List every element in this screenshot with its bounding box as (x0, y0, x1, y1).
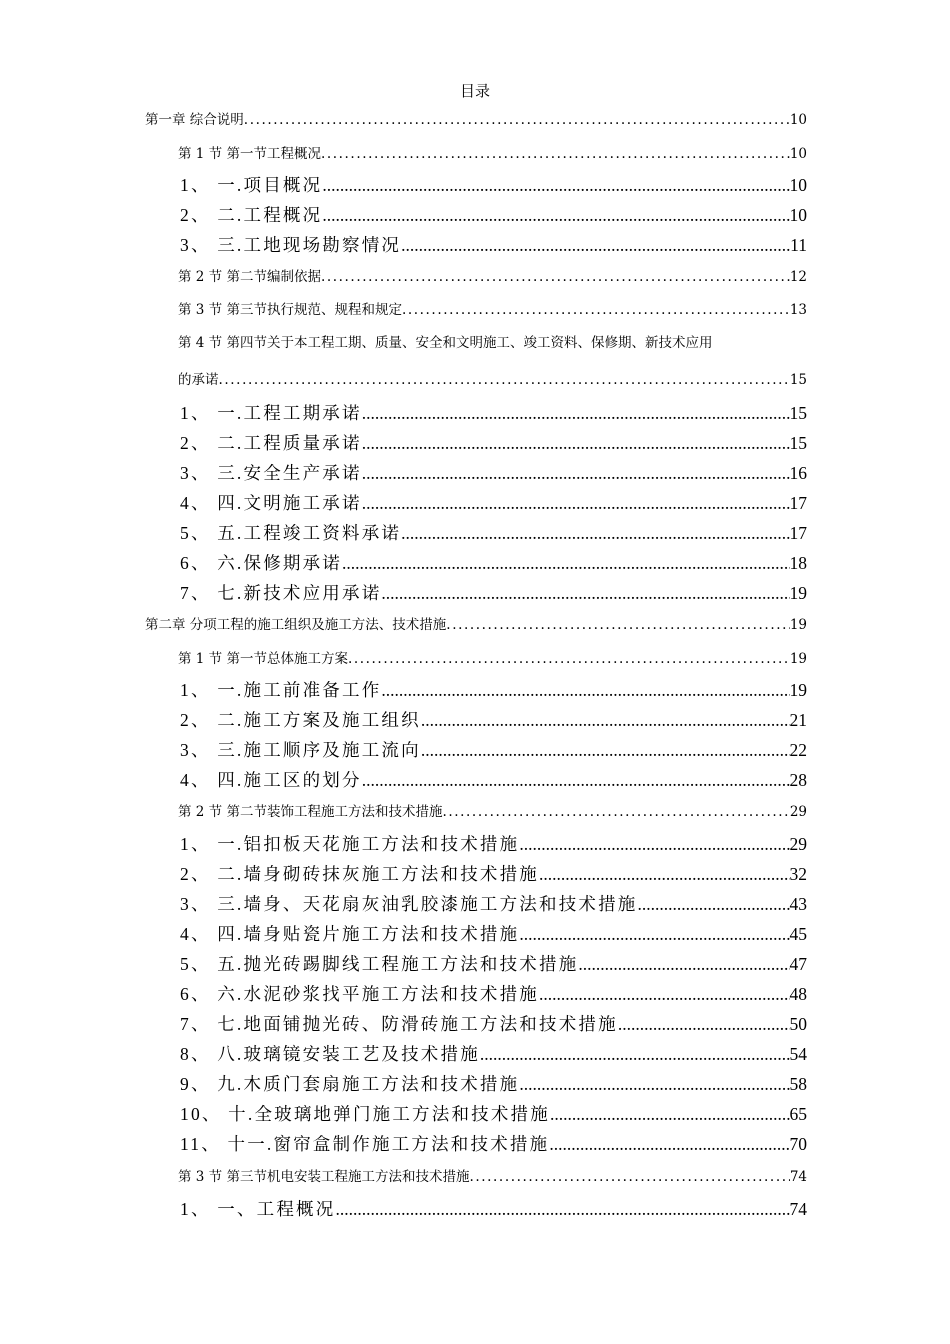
toc-entry-item[interactable] (180, 737, 807, 762)
toc-entry-page: 11 (790, 235, 807, 255)
toc-entry-text: 3、 三.安全生产承诺 (180, 463, 362, 483)
dot-leader (549, 1134, 789, 1155)
toc-entry-text: 6、 六.保修期承诺 (180, 553, 342, 573)
toc-entry-text: 第 2 节 第二节装饰工程施工方法和技术措施 (178, 804, 443, 820)
toc-entry-text: 2、 二.施工方案及施工组织 (180, 710, 421, 730)
toc-entry-text: 3、 三.施工顺序及施工流向 (180, 740, 421, 760)
toc-entry-text: 第 1 节 第一节总体施工方案 (178, 651, 348, 667)
dot-leader (348, 651, 790, 667)
toc-entry-item[interactable] (180, 1131, 807, 1156)
dot-leader (322, 175, 789, 196)
toc-entry-page: 28 (789, 770, 807, 790)
toc-entry-text: 第 3 节 第三节机电安装工程施工方法和技术措施 (178, 1169, 470, 1185)
dot-leader (335, 1199, 789, 1220)
toc-entry-item[interactable] (180, 831, 807, 856)
dot-leader (362, 770, 790, 791)
toc-entry-page: 48 (789, 984, 807, 1004)
toc-entry-page: 17 (789, 493, 807, 513)
toc-entry-text: 2、 二.工程概况 (180, 205, 323, 225)
dot-leader (519, 834, 789, 855)
toc-entry-page: 16 (789, 463, 807, 483)
toc-entry-text: 2、 二.工程质量承诺 (180, 433, 362, 453)
toc-entry-item[interactable] (180, 232, 807, 257)
toc-entry-page: 58 (789, 1074, 807, 1094)
toc-entry-page: 19 (789, 680, 807, 700)
toc-entry-section-continuation[interactable] (178, 368, 807, 388)
toc-entry-item[interactable] (180, 172, 807, 197)
toc-entry-page: 74 (789, 1199, 807, 1219)
toc-entry-text: 第 4 节 第四节关于本工程工期、质量、安全和文明施工、竣工资料、保修期、新技术应用 (178, 335, 713, 351)
toc-entry-text: 10、 十.全玻璃地弹门施工方法和技术措施 (180, 1104, 550, 1124)
toc-entry-item[interactable] (180, 767, 807, 792)
toc-entry-item[interactable] (180, 580, 807, 605)
toc-entry-text: 8、 八.玻璃镜安装工艺及技术措施 (180, 1044, 480, 1064)
toc-entry-page: 10 (789, 205, 807, 225)
dot-leader (401, 523, 789, 544)
toc-entry-item[interactable] (180, 1071, 807, 1096)
toc-entry-page: 29 (789, 804, 807, 820)
toc-entry-page: 22 (789, 740, 807, 760)
toc-entry-page: 10 (789, 175, 807, 195)
toc-entry-text: 6、 六.水泥砂浆找平施工方法和技术措施 (180, 984, 539, 1004)
toc-entry-section-long[interactable] (178, 331, 807, 351)
toc-entry-page: 32 (789, 864, 807, 884)
toc-entry-text: 第 1 节 第一节工程概况 (178, 146, 321, 162)
dot-leader (362, 463, 790, 484)
toc-entry-page: 54 (789, 1044, 807, 1064)
toc-entry-text: 4、 四.施工区的划分 (180, 770, 362, 790)
dot-leader (519, 1074, 789, 1095)
toc-entry-text: 3、 三.工地现场勘察情况 (180, 235, 402, 255)
toc-entry-page: 19 (789, 651, 807, 667)
toc-entry-page: 29 (789, 834, 807, 854)
toc-entry-page: 17 (789, 523, 807, 543)
toc-entry-text: 第一章 综合说明 (145, 112, 244, 128)
dot-leader (480, 1044, 790, 1065)
dot-leader (342, 553, 790, 574)
toc-entry-text: 4、 四.墙身贴瓷片施工方法和技术措施 (180, 924, 520, 944)
toc-entry-text: 的承诺 (178, 372, 219, 388)
dot-leader (638, 894, 790, 915)
toc-entry-item[interactable] (180, 677, 807, 702)
toc-entry-item[interactable] (180, 550, 807, 575)
toc-entry-text: 2、 二.墙身砌砖抹灰施工方法和技术措施 (180, 864, 539, 884)
toc-entry-text: 1、 一.工程工期承诺 (180, 403, 362, 423)
toc-entry-section[interactable] (178, 298, 807, 318)
dot-leader (519, 924, 789, 945)
toc-entry-item[interactable] (180, 430, 807, 455)
dot-leader (362, 433, 790, 454)
toc-title: 目录 (459, 82, 490, 100)
toc-entry-item[interactable] (180, 400, 807, 425)
toc-entry-page: 43 (789, 894, 807, 914)
dot-leader (321, 269, 790, 285)
toc-entry-item[interactable] (180, 460, 807, 485)
toc-entry-item[interactable] (180, 1196, 807, 1221)
toc-entry-item[interactable] (180, 202, 807, 227)
dot-leader (469, 1169, 789, 1185)
toc-entry-page: 15 (789, 372, 807, 388)
toc-entry-section[interactable] (178, 142, 807, 162)
toc-entry-page: 65 (789, 1104, 807, 1124)
dot-leader (219, 372, 790, 388)
dot-leader (550, 1104, 790, 1125)
toc-entry-page: 15 (789, 403, 807, 423)
toc-entry-text: 5、 五.抛光砖踢脚线工程施工方法和技术措施 (180, 954, 579, 974)
dot-leader (618, 1014, 790, 1035)
toc-entry-item[interactable] (180, 861, 807, 886)
toc-entry-text: 7、 七.新技术应用承诺 (180, 583, 382, 603)
toc-entry-item[interactable] (180, 891, 807, 916)
dot-leader (446, 617, 790, 633)
toc-entry-item[interactable] (180, 490, 807, 515)
toc-entry-page: 10 (789, 112, 807, 128)
toc-entry-text: 1、 一.施工前准备工作 (180, 680, 382, 700)
toc-entry-page: 50 (789, 1014, 807, 1034)
toc-entry-text: 9、 九.木质门套扇施工方法和技术措施 (180, 1074, 520, 1094)
toc-entry-item[interactable] (180, 921, 807, 946)
toc-entry-text: 7、 七.地面铺抛光砖、防滑砖施工方法和技术措施 (180, 1014, 618, 1034)
toc-entry-item[interactable] (180, 1101, 807, 1126)
toc-entry-page: 70 (789, 1134, 807, 1154)
toc-entry-text: 11、 十一.窗帘盒制作施工方法和技术措施 (180, 1134, 550, 1154)
dot-leader (362, 403, 790, 424)
toc-entry-text: 第 2 节 第二节编制依据 (178, 269, 321, 285)
toc-entry-page: 19 (789, 617, 807, 633)
dot-leader (362, 493, 790, 514)
toc-entry-page: 19 (789, 583, 807, 603)
dot-leader (381, 583, 789, 604)
toc-entry-page: 47 (789, 954, 807, 974)
toc-entry-text: 第 3 节 第三节执行规范、规程和规定 (178, 302, 402, 318)
dot-leader (442, 804, 789, 820)
toc-entry-page: 74 (789, 1169, 807, 1185)
dot-leader (578, 954, 789, 975)
dot-leader (322, 205, 789, 226)
dot-leader (321, 146, 790, 162)
toc-entry-item[interactable] (180, 981, 807, 1006)
dot-leader (402, 302, 790, 318)
toc-entry-page: 45 (789, 924, 807, 944)
dot-leader (539, 984, 790, 1005)
toc-entry-text: 1、 一.项目概况 (180, 175, 323, 195)
toc-entry-page: 12 (789, 269, 807, 285)
toc-entry-item[interactable] (180, 951, 807, 976)
toc-entry-section[interactable] (178, 647, 807, 667)
toc-entry-page: 15 (789, 433, 807, 453)
toc-entry-text: 4、 四.文明施工承诺 (180, 493, 362, 513)
dot-leader (421, 740, 790, 761)
toc-entry-page: 10 (789, 146, 807, 162)
dot-leader (244, 112, 790, 128)
toc-entry-chapter[interactable] (145, 108, 807, 128)
toc-entry-chapter[interactable] (145, 613, 807, 633)
toc-entry-item[interactable] (180, 1011, 807, 1036)
toc-entry-text: 5、 五.工程竣工资料承诺 (180, 523, 402, 543)
toc-entry-page: 21 (789, 710, 807, 730)
toc-entry-section[interactable] (178, 1165, 807, 1185)
toc-entry-section[interactable] (178, 800, 807, 820)
toc-entry-page: 13 (789, 302, 807, 318)
toc-entry-item[interactable] (180, 707, 807, 732)
toc-entry-text: 3、 三.墙身、天花扇灰油乳胶漆施工方法和技术措施 (180, 894, 638, 914)
toc-entry-text: 1、 一.铝扣板天花施工方法和技术措施 (180, 834, 520, 854)
toc-entry-section[interactable] (178, 265, 807, 285)
dot-leader (381, 680, 789, 701)
dot-leader (401, 235, 790, 256)
dot-leader (421, 710, 790, 731)
toc-entry-text: 1、 一、工程概况 (180, 1199, 336, 1219)
dot-leader (539, 864, 790, 885)
toc-entry-item[interactable] (180, 520, 807, 545)
toc-entry-text: 第二章 分项工程的施工组织及施工方法、技术措施 (145, 617, 447, 633)
toc-entry-item[interactable] (180, 1041, 807, 1066)
toc-entry-page: 18 (789, 553, 807, 573)
